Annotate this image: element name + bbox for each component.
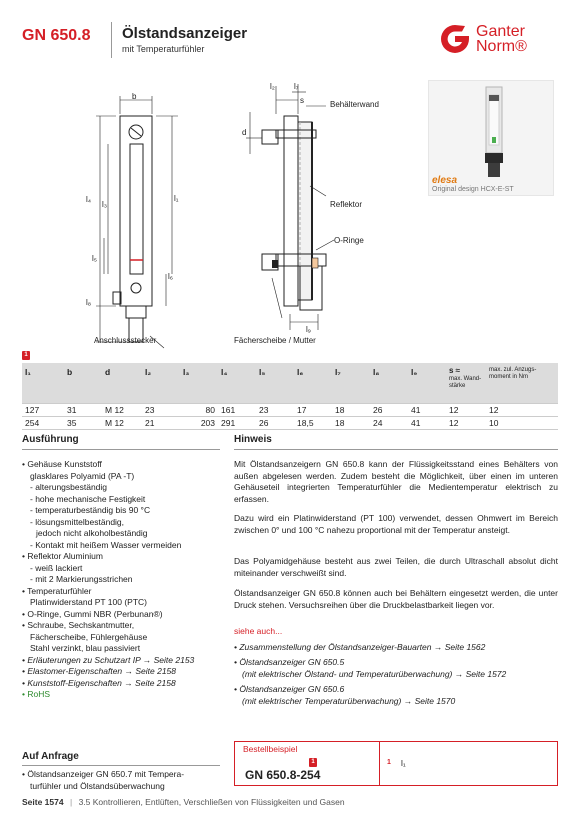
col-l7: l₇	[332, 363, 370, 403]
label-faecherscheibe: Fächerscheibe / Mutter	[234, 336, 316, 345]
page-title: Ölstandsanzeiger	[122, 25, 248, 42]
chapter-title: 3.5 Kontrollieren, Entlüften, Verschließen von Flüssigkeiten und Gasen	[78, 797, 345, 807]
section-rule	[22, 449, 220, 450]
col-l6: l₆	[294, 363, 332, 403]
anfrage-list	[22, 769, 222, 792]
col-l3: l₃	[180, 363, 218, 403]
section-rule	[234, 449, 558, 450]
col-l1: l₁	[22, 363, 64, 403]
link-gn-650-5-detail[interactable]: (mit elektrischer Ölstand- und Temperaturüberwachung) → Seite 1572	[242, 669, 507, 679]
list-item: Fächerscheibe, Fühlergehäuse	[30, 631, 148, 642]
rohs-label: • RoHS	[22, 689, 51, 699]
link-schutzart[interactable]: • Erläuterungen zu Schutzart IP → Seite 2153	[22, 654, 195, 665]
table-header-row	[22, 363, 558, 403]
list-item: - hohe mechanische Festigkeit	[30, 493, 146, 504]
siehe-auch-label: siehe auch...	[234, 626, 283, 636]
link-elastomer[interactable]: • Elastomer-Eigenschaften → Seite 2158	[22, 666, 177, 676]
page-subtitle: mit Temperaturfühler	[122, 44, 205, 54]
header-divider	[111, 22, 112, 58]
order-code: GN 650.8-254	[245, 768, 321, 782]
product-code: GN 650.8	[22, 27, 91, 44]
link-bauarten[interactable]: • Zusammenstellung der Ölstandsanzeiger-Bauarten → Seite 1562	[234, 642, 486, 652]
order-example-title: Bestellbeispiel	[243, 744, 298, 754]
list-item: jedoch nicht alkoholbeständig	[36, 528, 148, 538]
col-b: b	[64, 363, 102, 403]
col-l8: l₈	[370, 363, 408, 403]
table-row: 127 31 M 12 23 80 161 23 17 18 26 41 12 12	[22, 403, 558, 416]
hinweis-paragraph-4: Ölstandsanzeiger GN 650.8 können auch bei Behältern eingesetzt werden, die unter Druck stehen. Versuchsreihen über die Druckbelastbarkeit liegen vor.	[234, 588, 558, 610]
feature-list	[22, 459, 222, 701]
dim-l2: l₂	[270, 82, 275, 91]
link-kunststoff[interactable]: • Kunststoff-Eigenschaften → Seite 2158	[22, 677, 176, 688]
label-reflektor: Reflektor	[330, 200, 363, 209]
list-item: glasklares Polyamid (PA -T)	[30, 470, 135, 481]
dim-l4: l₄	[86, 195, 92, 204]
list-item: - Kontakt mit heißem Wasser vermeiden	[30, 539, 182, 550]
list-item: Platinwiderstand PT 100 (PTC)	[30, 597, 148, 607]
dim-l8: l₈	[86, 298, 92, 307]
list-item: turfühler und Ölstandsüberwachung	[30, 780, 165, 791]
technical-drawing	[0, 78, 420, 360]
order-legend-num: 1	[387, 759, 391, 766]
dim-l5: l₅	[92, 254, 97, 263]
label-anschlussstecker: Anschlussstecker	[94, 336, 157, 345]
dim-l9: l₉	[306, 325, 311, 334]
link-gn-650-6[interactable]: • Ölstandsanzeiger GN 650.6	[234, 684, 345, 694]
order-example-box	[234, 741, 558, 786]
col-l5: l₅	[256, 363, 294, 403]
photo-caption: Original design HCX-E-ST	[432, 186, 514, 193]
order-legend-ref: l₁	[401, 758, 406, 768]
list-item: • Ölstandsanzeiger GN 650.7 mit Tempera-	[22, 769, 185, 779]
col-s: s ≈ max. Wand-stärke	[446, 363, 486, 403]
table-row: 254 35 M 12 21 203 291 26 18,5 18 24 41 12 10	[22, 416, 558, 429]
section-title-hinweis: Hinweis	[234, 434, 272, 445]
col-d: d	[102, 363, 142, 403]
col-moment: max. zul. Anzugs-moment in Nm	[486, 363, 558, 403]
order-badge: 1	[309, 758, 317, 767]
list-item: • Schraube, Sechskantmutter,	[22, 620, 135, 630]
hinweis-paragraph-3: Das Polyamidgehäuse besteht aus zwei Teilen, die durch Ultraschall absolut dicht miteinander verschweißt sind.	[234, 556, 558, 578]
spec-table	[22, 363, 558, 430]
dim-d: d	[242, 128, 247, 137]
dim-s: s	[300, 96, 304, 105]
list-item: Stahl verzinkt, blau passiviert	[30, 643, 141, 653]
hinweis-paragraph-2: Dazu wird ein Platinwiderstand (PT 100) verwendet, dessen Ohmwert im Bereich zwischen 0° und 100 °C nahezu proportional mit der Temperatur ansteigt.	[234, 513, 558, 535]
section-rule	[22, 765, 220, 766]
list-item: • Temperaturfühler	[22, 585, 92, 596]
label-oringe: O-Ringe	[334, 236, 364, 245]
variant-badge: 1	[22, 351, 30, 360]
list-item: • O-Ringe, Gummi NBR (Perbunan®)	[22, 608, 163, 619]
label-behaelterwand: Behälterwand	[330, 100, 379, 109]
dim-l1: l₁	[174, 194, 179, 203]
link-gn-650-5[interactable]: • Ölstandsanzeiger GN 650.5	[234, 657, 345, 667]
link-gn-650-6-detail[interactable]: (mit elektrischer Temperaturüberwachung) → Seite 1570	[242, 696, 456, 706]
dim-l6: l₆	[168, 272, 174, 281]
list-item: - alterungsbeständig	[30, 482, 108, 492]
list-item: - lösungsmittelbeständig,	[30, 516, 125, 527]
col-l2: l₂	[142, 363, 180, 403]
dim-b: b	[132, 92, 137, 101]
dim-l3: l₃	[102, 200, 108, 209]
page-number: Seite 1574	[22, 797, 64, 807]
list-item: - temperaturbeständig bis 90 °C	[30, 505, 151, 515]
order-divider	[379, 742, 380, 785]
hinweis-paragraph-1: Mit Ölstandsanzeigern GN 650.8 kann der Flüssigkeitsstand eines Behälters von außen abgelesen werden. Zudem besteht die Möglichkeit, über einen im unteren Gehäuseteil integrierten Temperaturfühler die Medientemperatur elektrisch zu erfassen.	[234, 459, 558, 504]
col-l9: l₉	[408, 363, 446, 403]
brand-name: Ganter Norm®	[476, 23, 527, 55]
elesa-logo: elesa	[432, 175, 458, 186]
brand-logo-icon	[438, 22, 472, 56]
list-item: - weiß lackiert	[30, 562, 83, 573]
list-item: - mit 2 Markierungsstrichen	[30, 574, 133, 584]
list-item: • Gehäuse Kunststoff	[22, 459, 102, 469]
dim-l7: l₇	[294, 82, 299, 91]
footer: Seite 1574 | 3.5 Kontrollieren, Entlüften, Verschließen von Flüssigkeiten und Gasen	[22, 797, 345, 807]
section-title-ausfuehrung: Ausführung	[22, 434, 79, 445]
list-item: • Reflektor Aluminium	[22, 551, 103, 561]
section-title-anfrage: Auf Anfrage	[22, 751, 79, 762]
col-l4: l₄	[218, 363, 256, 403]
